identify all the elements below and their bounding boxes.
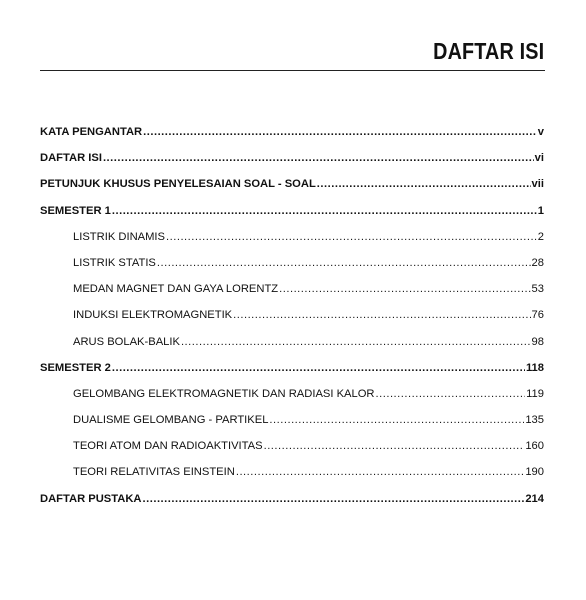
toc-entry-title: TEORI RELATIVITAS EINSTEIN bbox=[73, 466, 235, 479]
toc-entry-title: DAFTAR ISI bbox=[40, 152, 102, 165]
toc-entry-title: SEMESTER 1 bbox=[40, 204, 111, 217]
toc-entry[interactable] bbox=[40, 388, 544, 414]
toc-entry[interactable] bbox=[40, 336, 544, 362]
toc-entry[interactable] bbox=[40, 126, 544, 152]
toc-entry[interactable] bbox=[40, 440, 544, 466]
toc-dot-leader bbox=[143, 493, 525, 505]
toc-entry-page-number: 118 bbox=[525, 361, 544, 374]
toc-entry-page-number: 98 bbox=[531, 335, 544, 348]
toc-dot-leader bbox=[112, 362, 525, 374]
toc-entry-title: SEMESTER 2 bbox=[40, 361, 111, 374]
toc-entry-page-number: 2 bbox=[537, 230, 544, 243]
toc-entry-page-number: 1 bbox=[537, 204, 544, 217]
toc-entry[interactable] bbox=[40, 362, 544, 388]
toc-entry[interactable] bbox=[40, 178, 544, 204]
toc-dot-leader bbox=[376, 388, 526, 400]
toc-entry[interactable] bbox=[40, 309, 544, 335]
toc-dot-leader bbox=[236, 466, 524, 478]
toc-entry-title: LISTRIK DINAMIS bbox=[73, 230, 166, 243]
toc-entry-title: DAFTAR PUSTAKA bbox=[40, 492, 142, 505]
title-divider bbox=[40, 70, 545, 71]
toc-entry-page-number: 160 bbox=[525, 440, 544, 453]
toc-dot-leader bbox=[103, 152, 534, 164]
toc-dot-leader bbox=[233, 309, 530, 321]
toc-dot-leader bbox=[143, 126, 537, 138]
toc-entry[interactable] bbox=[40, 283, 544, 309]
toc-entry-title: DUALISME GELOMBANG - PARTIKEL bbox=[73, 414, 269, 427]
toc-entry-title: LISTRIK STATIS bbox=[73, 256, 156, 269]
toc-entry-page-number: 119 bbox=[526, 387, 544, 400]
toc-entry[interactable] bbox=[40, 205, 544, 231]
toc-entry[interactable] bbox=[40, 152, 544, 178]
toc-entry-page-number: v bbox=[537, 126, 544, 138]
toc-entry-page-number: vii bbox=[531, 178, 544, 191]
toc-entry-title: KATA PENGANTAR bbox=[40, 126, 143, 138]
toc-entry-page-number: 28 bbox=[531, 256, 544, 269]
toc-dot-leader bbox=[269, 414, 524, 426]
toc-entry-page-number: 214 bbox=[525, 492, 544, 505]
toc-entry[interactable] bbox=[40, 414, 544, 440]
toc-dot-leader bbox=[264, 440, 525, 452]
table-of-contents bbox=[40, 126, 544, 519]
toc-entry[interactable] bbox=[40, 493, 544, 519]
toc-dot-leader bbox=[279, 283, 530, 295]
toc-entry-title: ARUS BOLAK-BALIK bbox=[73, 335, 180, 348]
toc-entry-title: TEORI ATOM DAN RADIOAKTIVITAS bbox=[73, 440, 263, 453]
toc-entry-title: PETUNJUK KHUSUS PENYELESAIAN SOAL - SOAL bbox=[40, 178, 316, 191]
toc-entry[interactable] bbox=[40, 257, 544, 283]
toc-entry-page-number: 76 bbox=[531, 309, 544, 322]
toc-entry-title: GELOMBANG ELEKTROMAGNETIK DAN RADIASI KALOR bbox=[73, 387, 375, 400]
toc-dot-leader bbox=[166, 231, 537, 243]
toc-entry-page-number: vi bbox=[534, 152, 544, 165]
toc-dot-leader bbox=[181, 336, 531, 348]
toc-entry-page-number: 135 bbox=[525, 414, 544, 427]
toc-entry-title: INDUKSI ELEKTROMAGNETIK bbox=[73, 309, 233, 322]
toc-dot-leader bbox=[157, 257, 531, 269]
toc-dot-leader bbox=[317, 178, 531, 190]
toc-entry[interactable] bbox=[40, 231, 544, 257]
toc-dot-leader bbox=[112, 205, 537, 217]
toc-entry[interactable] bbox=[40, 466, 544, 492]
page-title: DAFTAR ISI bbox=[432, 38, 544, 64]
toc-entry-page-number: 190 bbox=[525, 466, 544, 479]
toc-entry-page-number: 53 bbox=[531, 283, 544, 296]
toc-entry-title: MEDAN MAGNET DAN GAYA LORENTZ bbox=[73, 283, 279, 296]
